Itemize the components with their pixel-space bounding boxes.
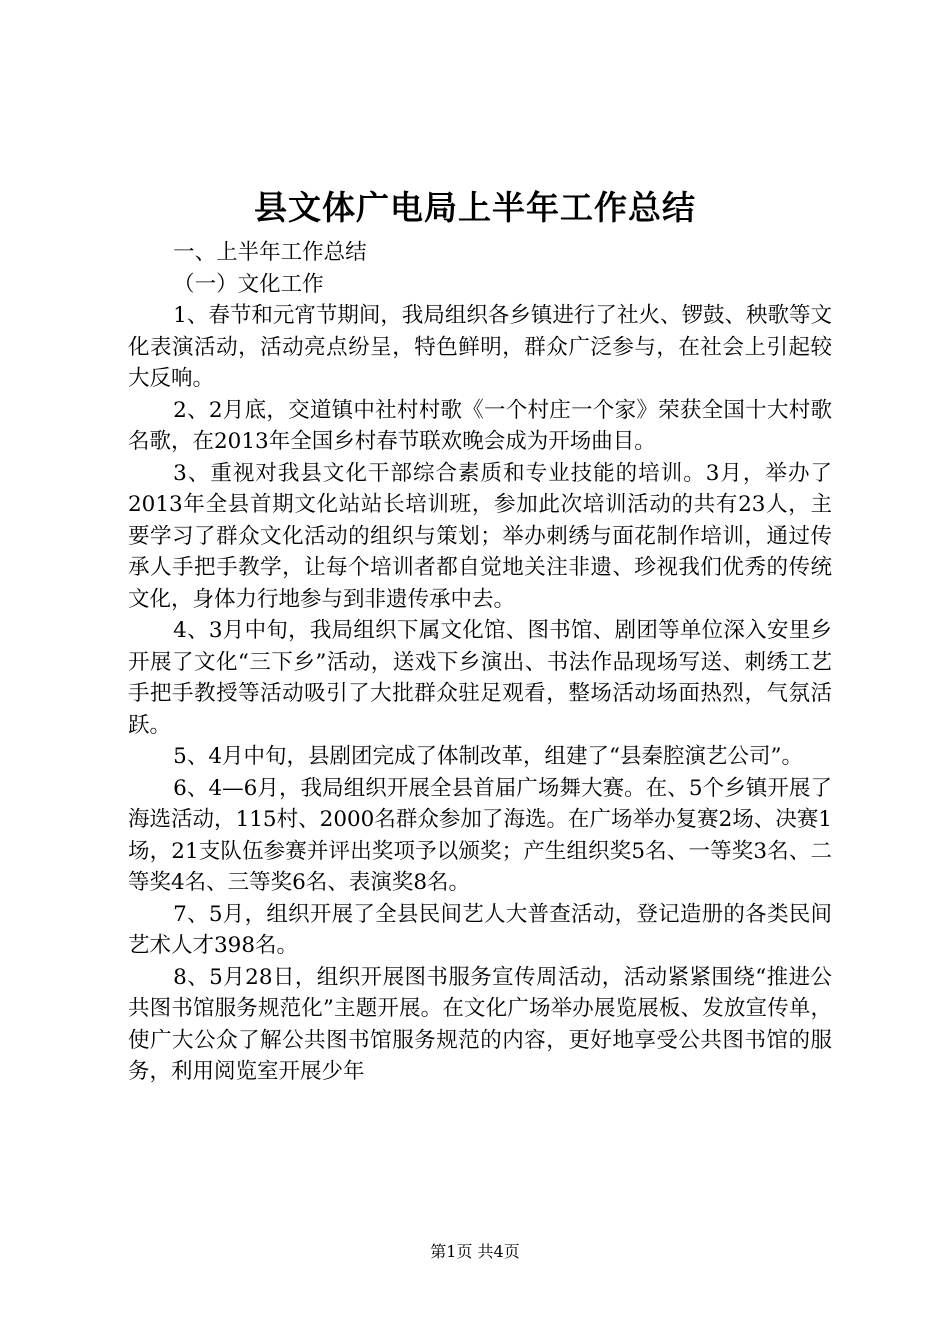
- document-body: [128, 237, 832, 1088]
- paragraph: 1、春节和元宵节期间，我局组织各乡镇进行了社火、锣鼓、秧歌等文化表演活动，活动亮点纷呈，特色鲜明，群众广泛参与，在社会上引起较大反响。: [128, 303, 832, 391]
- paragraph: 5、4月中旬，县剧团完成了体制改革，组建了“县秦腔演艺公司”。: [173, 744, 803, 769]
- paragraph: 8、5月28日，组织开展图书服务宣传周活动，活动紧紧围绕“推进公共图书馆服务规范化”主题开展。在文化广场举办展览展板、发放宣传单，使广大公众了解公共图书馆服务规范的内容，更好地享受公共图书馆的服务，利用阅览室开展少年: [128, 964, 832, 1084]
- section-heading: 一、上半年工作总结: [173, 240, 367, 265]
- document-title: 县文体广电局上半年工作总结: [254, 188, 696, 227]
- subsection-heading: （一）文化工作: [173, 271, 324, 297]
- paragraph: 6、4—6月，我局组织开展全县首届广场舞大赛。在、5个乡镇开展了海选活动，115村、2000名群众参加了海选。在广场举办复赛2场、决赛1场，21支队伍参赛并评出奖项予以颁奖；产生组织奖5名、一等奖3名、二等奖4名、三等奖6名、表演奖8名。: [128, 775, 832, 895]
- paragraph: 4、3月中旬，我局组织下属文化馆、图书馆、剧团等单位深入安里乡开展了文化“三下乡”活动，送戏下乡演出、书法作品现场写送、刺绣工艺手把手教授等活动吸引了大批群众驻足观看，整场活动场面热烈，气氛活跃。: [128, 618, 832, 738]
- paragraph: 7、5月，组织开展了全县民间艺人大普查活动，登记造册的各类民间艺术人才398名。: [128, 901, 832, 958]
- paragraph: 2、2月底，交道镇中社村村歌《一个村庄一个家》荣获全国十大村歌名歌，在2013年全国乡村春节联欢晚会成为开场曲目。: [128, 397, 832, 454]
- paragraph: 3、重视对我县文化干部综合素质和专业技能的培训。3月，举办了2013年全县首期文化站站长培训班，参加此次培训活动的共有23人，主要学习了群众文化活动的组织与策划；举办刺绣与面花制作培训，通过传承人手把手教学，让每个培训者都自觉地关注非遗、珍视我们优秀的传统文化，身体力行地参与到非遗传承中去。: [128, 460, 832, 612]
- page-number-footer: 第1页 共4页: [430, 1242, 520, 1261]
